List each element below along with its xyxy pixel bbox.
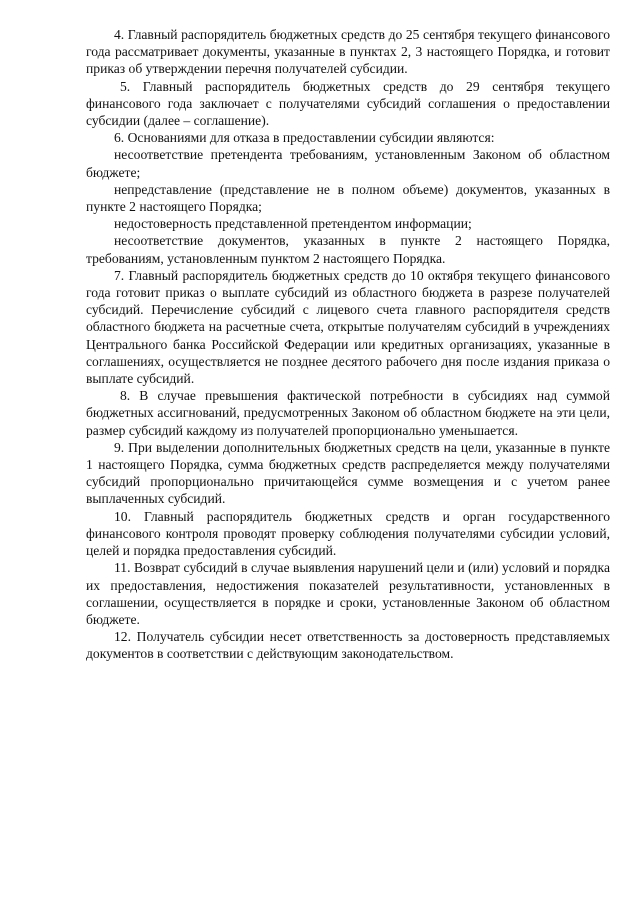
paragraph-11: 11. Возврат субсидий в случае выявления нарушений цели и (или) условий и порядка их предоставления, недостижения показателей результативности, установленных в соглашении, осуществляется в порядке и сроки, установленные Законом об областном бюджете. bbox=[86, 560, 610, 627]
paragraph-8: 8. В случае превышения фактической потребности в субсидиях над суммой бюджетных ассигнований, предусмотренных Законом об областном бюджете на эти цели, размер субсидий каждому из получателей пропорционально уменьшается. bbox=[86, 388, 610, 438]
paragraph-6-item-1: несоответствие претендента требованиям, установленным Законом об областном бюджете; bbox=[86, 147, 610, 180]
paragraph-12: 12. Получатель субсидии несет ответственность за достоверность представляемых документов в соответствии с действующим законодательством. bbox=[86, 629, 610, 662]
paragraph-10: 10. Главный распорядитель бюджетных средств и орган государственного финансового контроля проводят проверку соблюдения получателями субсидии условий, целей и порядка предоставления субсидий. bbox=[86, 508, 610, 559]
paragraph-5: 5. Главный распорядитель бюджетных средств до 29 сентября текущего финансового года заключает с получателями субсидий соглашения о предоставлении субсидии (далее – соглашение). bbox=[86, 78, 610, 129]
paragraph-6: 6. Основаниями для отказа в предоставлении субсидии являются: bbox=[114, 130, 495, 146]
paragraph-6-item-4: несоответствие документов, указанных в пункте 2 настоящего Порядка, требованиям, установленным пунктом 2 настоящего Порядка. bbox=[86, 233, 610, 266]
paragraph-7: 7. Главный распорядитель бюджетных средств до 10 октября текущего финансового года готовит приказ о выплате субсидий из областного бюджета в разрезе получателей субсидий. Перечисление субсидий с лицевого счета главного распорядителя средств областного бюджета на расчетные счета, открытые получателям субсидий в учреждениях Центрального банка Российской Федерации или кредитных организациях, указанные в соглашениях, осуществляется не позднее десятого рабочего дня после издания приказа о выплате субсидий. bbox=[86, 267, 610, 387]
paragraph-4: 4. Главный распорядитель бюджетных средств до 25 сентября текущего финансового года рассматривает документы, указанные в пунктах 2, 3 настоящего Порядка, и готовит приказ об утверждении перечня получателей субсидии. bbox=[86, 27, 610, 77]
paragraph-9: 9. При выделении дополнительных бюджетных средств на цели, указанные в пункте 1 настоящего Порядка, сумма бюджетных средств распределяется между получателями субсидий пропорционально причитающейся сумме возмещения и с учетом ранее выплаченных субсидий. bbox=[86, 439, 610, 507]
document-page bbox=[86, 26, 610, 663]
paragraph-6-item-3: недостоверность представленной претендентом информации; bbox=[114, 216, 472, 232]
paragraph-6-item-2: непредставление (представление не в полном объеме) документов, указанных в пункте 2 настоящего Порядка; bbox=[86, 181, 610, 215]
